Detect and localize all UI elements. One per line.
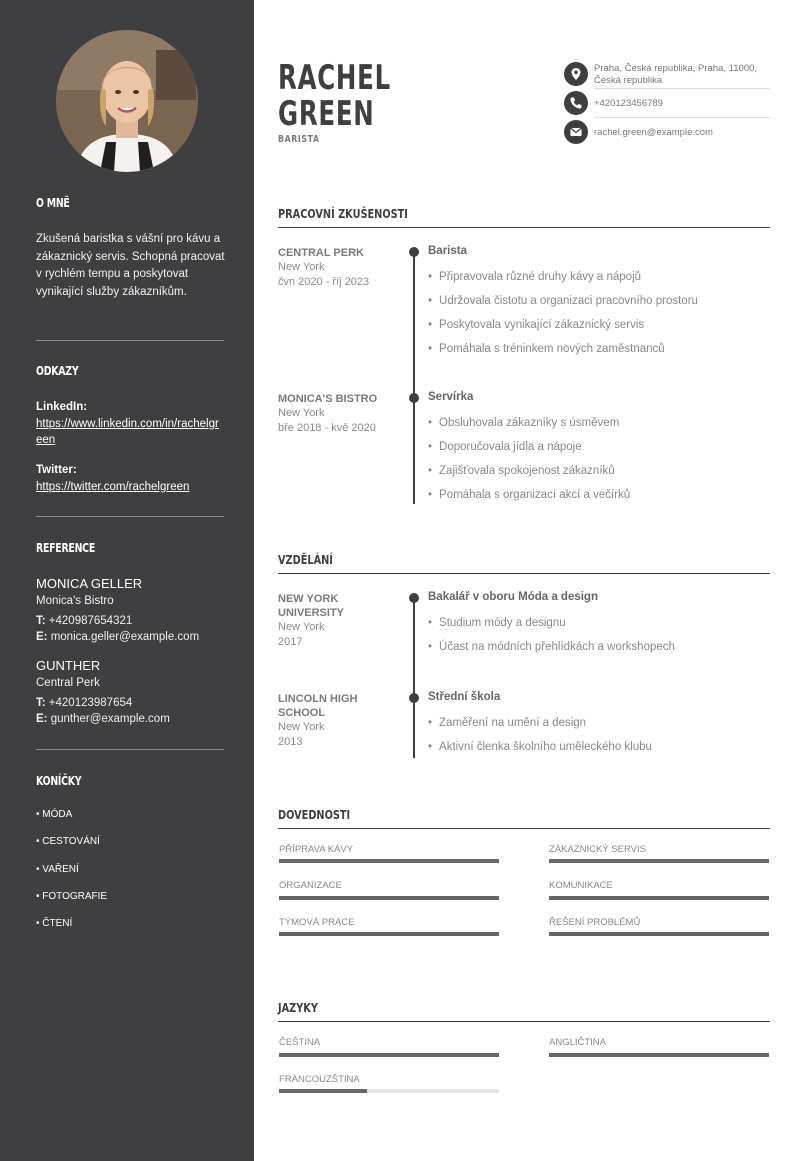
about-heading: O MNĚ: [36, 196, 70, 210]
avatar: [56, 30, 198, 172]
hobby-item: • CESTOVÁNÍ: [36, 836, 100, 847]
skill-bar: [279, 896, 499, 900]
experience-bullet: • Udržovala čistotu a organizaci pracovního prostoru: [428, 295, 698, 307]
experience-location: New York: [278, 261, 325, 273]
language-bar: [549, 1053, 769, 1057]
linkedin-link[interactable]: https://www.linkedin.com/in/rachelgreen: [36, 418, 219, 446]
experience-title: Servírka: [428, 391, 474, 403]
reference-email: [36, 713, 170, 725]
skill-bar-fill: [549, 859, 769, 863]
hobby-item: • MÓDA: [36, 809, 73, 820]
experience-dates: bře 2018 - kvě 2020: [278, 422, 376, 434]
experience-bullet: • Poskytovala vynikající zákaznický servis: [428, 319, 644, 331]
skill-label: ORGANIZACE: [279, 880, 342, 891]
skill-bar-fill: [279, 859, 499, 863]
education-bullet: • Aktivní členka školního uměleckého klubu: [428, 741, 652, 753]
email-icon: [564, 120, 588, 144]
timeline-dot: [409, 247, 419, 257]
education-timeline: [413, 597, 415, 758]
phone-label: T:: [36, 697, 46, 709]
links-heading: ODKAZY: [36, 364, 79, 378]
twitter-link[interactable]: https://twitter.com/rachelgreen: [36, 481, 190, 493]
experience-title: Barista: [428, 245, 467, 257]
skill-bar-fill: [549, 932, 769, 936]
education-dates: 2013: [278, 736, 303, 748]
skill-bar-fill: [279, 896, 499, 900]
language-bar-fill: [279, 1053, 499, 1057]
phone-label: T:: [36, 615, 46, 627]
languages-heading: JAZYKY: [278, 1000, 318, 1015]
reference-org: Monica's Bistro: [36, 595, 114, 607]
reference-phone: [36, 697, 132, 709]
experience-org: MONICA'S BISTRO: [278, 393, 378, 405]
skill-label: ZÁKAZNICKÝ SERVIS: [549, 844, 646, 855]
experience-bullet: • Zajišťovala spokojenost zákazníků: [428, 465, 615, 477]
email-label: E:: [36, 631, 48, 643]
experience-location: New York: [278, 407, 325, 419]
reference-org: Central Perk: [36, 677, 100, 689]
language-label: FRANCOUZŠTINA: [279, 1074, 360, 1085]
sidebar: [0, 0, 254, 1161]
location-pin-icon: [564, 62, 588, 86]
education-heading: VZDĚLÁNÍ: [278, 552, 333, 567]
timeline-dot: [409, 393, 419, 403]
experience-bullet: • Pomáhala s tréninkem nových zaměstnanců: [428, 343, 665, 355]
contact-phone: +420123456789: [594, 98, 663, 109]
timeline-dot: [409, 693, 419, 703]
experience-dates: čvn 2020 - říj 2023: [278, 276, 370, 288]
experience-heading: PRACOVNÍ ZKUŠENOSTI: [278, 206, 408, 221]
skill-bar: [549, 896, 769, 900]
references-heading: REFERENCE: [36, 541, 95, 555]
language-bar-fill: [549, 1053, 769, 1057]
skill-label: ŘEŠENÍ PROBLÉMŮ: [549, 917, 641, 928]
education-location: New York: [278, 621, 325, 633]
section-rule: [278, 227, 770, 228]
skill-bar: [279, 932, 499, 936]
skills-heading: DOVEDNOSTI: [278, 807, 351, 822]
experience-timeline: [413, 251, 415, 504]
reference-name: GUNTHER: [36, 658, 101, 673]
reference-email: [36, 631, 199, 643]
education-dates: 2017: [278, 636, 303, 648]
education-bullet: • Účast na módních přehlídkách a workshopech: [428, 641, 675, 653]
timeline-dot: [409, 593, 419, 603]
phone-value: +420123987654: [48, 697, 133, 709]
email-value: monica.geller@example.com: [50, 631, 200, 643]
skill-bar: [549, 859, 769, 863]
hobby-item: • FOTOGRAFIE: [36, 891, 108, 902]
last-name: GREEN: [278, 94, 375, 134]
reference-phone: [36, 615, 132, 627]
education-org: NEW YORK UNIVERSITY: [278, 593, 345, 619]
skill-label: PŘÍPRAVA KÁVY: [279, 844, 354, 855]
education-bullet: • Zaměření na umění a design: [428, 717, 586, 729]
experience-bullet: • Pomáhala s organizací akcí a večírků: [428, 489, 630, 501]
phone-icon: [564, 91, 588, 115]
skill-label: KOMUNIKACE: [549, 880, 613, 891]
divider: [36, 516, 224, 517]
hobby-item: • ČTENÍ: [36, 918, 73, 929]
divider: [36, 340, 224, 341]
email-label: E:: [36, 713, 48, 725]
twitter-label: Twitter:: [36, 464, 77, 476]
email-value: gunther@example.com: [50, 713, 170, 725]
skill-bar: [279, 859, 499, 863]
education-location: New York: [278, 721, 325, 733]
skill-bar-fill: [549, 896, 769, 900]
section-rule: [278, 573, 770, 574]
first-name: RACHEL: [278, 58, 391, 98]
job-role: BARISTA: [278, 134, 320, 145]
hobby-item: • VAŘENÍ: [36, 864, 79, 875]
profile-photo: [56, 30, 198, 172]
experience-org: CENTRAL PERK: [278, 247, 364, 259]
skill-label: TÝMOVÁ PRÁCE: [279, 917, 355, 928]
experience-bullet: • Doporučovala jídla a nápoje: [428, 441, 582, 453]
divider: [594, 117, 770, 118]
phone-value: +420987654321: [48, 615, 133, 627]
experience-bullet: • Připravovala různé druhy kávy a nápojů: [428, 271, 641, 283]
education-bullet: • Studium módy a designu: [428, 617, 566, 629]
skill-bar: [549, 932, 769, 936]
education-title: Bakalář v oboru Móda a design: [428, 591, 598, 603]
hobbies-heading: KONÍČKY: [36, 774, 82, 788]
language-label: ČEŠTINA: [279, 1037, 321, 1048]
divider: [36, 749, 224, 750]
experience-bullet: • Obsluhovala zákazníky s úsměvem: [428, 417, 619, 429]
contact-address: Praha, Česká republika, Praha, 11000, Česká republika: [594, 63, 758, 86]
education-title: Střední škola: [428, 691, 501, 703]
linkedin-label: LinkedIn:: [36, 401, 88, 413]
about-text: Zkušená baristka s vášní pro kávu a zákaznický servis. Schopná pracovat v rychlém tempu a poskytovat vynikající služby zákazníkům.: [36, 233, 225, 298]
section-rule: [278, 1021, 770, 1022]
divider: [594, 88, 770, 89]
language-bar-fill: [279, 1089, 367, 1093]
education-org: LINCOLN HIGH SCHOOL: [278, 693, 358, 719]
language-bar: [279, 1053, 499, 1057]
language-bar: [279, 1089, 499, 1093]
reference-name: MONICA GELLER: [36, 576, 143, 591]
contact-email: rachel.green@example.com: [594, 127, 713, 138]
language-label: ANGLIČTINA: [549, 1037, 607, 1048]
skill-bar-fill: [279, 932, 499, 936]
section-rule: [278, 828, 770, 829]
